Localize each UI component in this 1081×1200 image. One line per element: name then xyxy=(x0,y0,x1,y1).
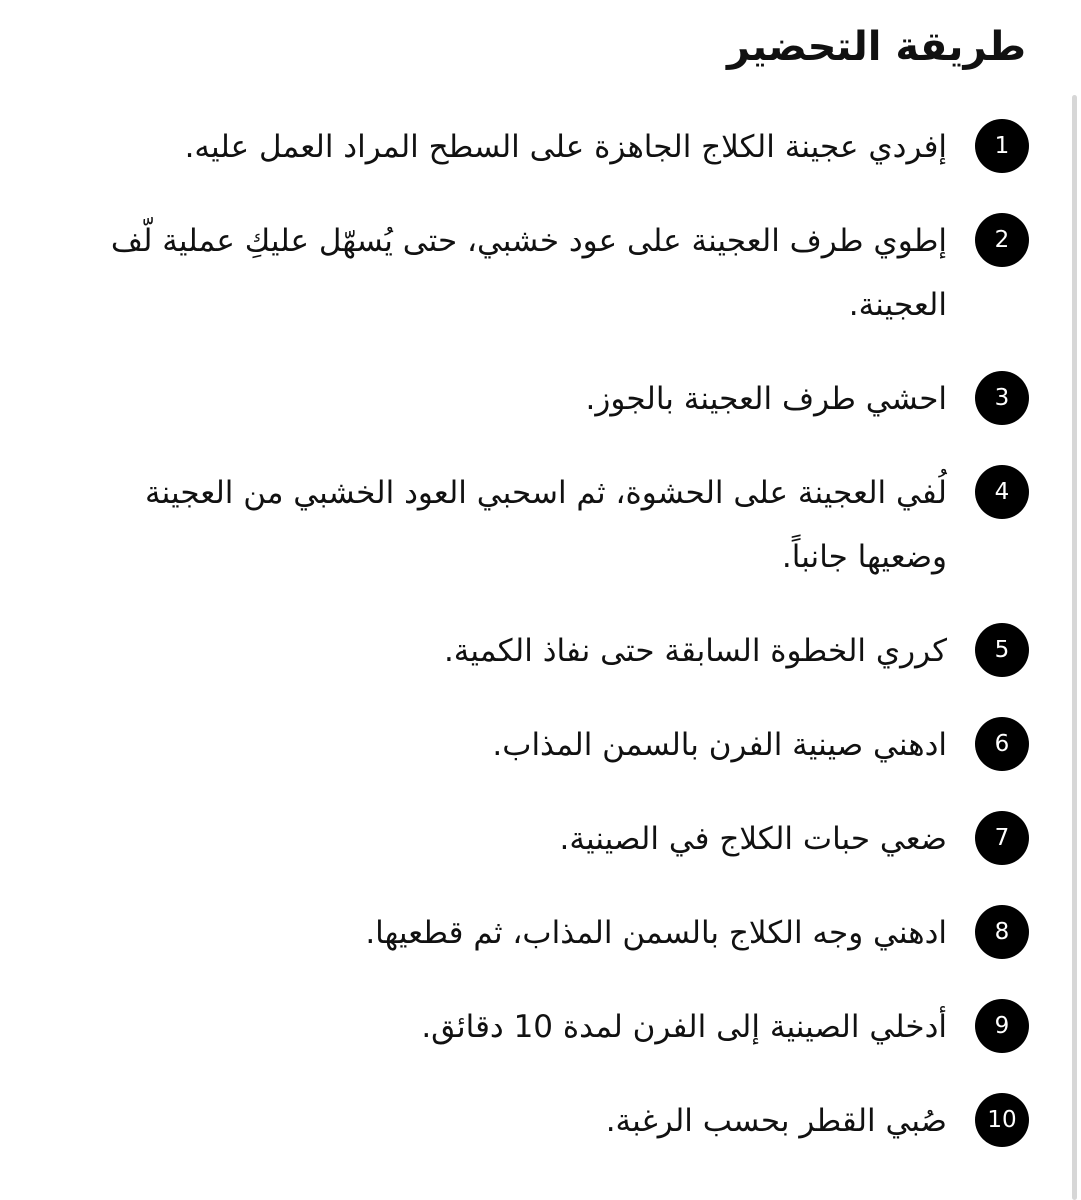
step-number-badge: 7 xyxy=(975,811,1029,865)
list-item xyxy=(49,713,1029,777)
page-title: طريقة التحضير xyxy=(726,24,1026,70)
step-text: ادهني صينية الفرن بالسمن المذاب. xyxy=(492,727,947,763)
step-text: كرري الخطوة السابقة حتى نفاذ الكمية. xyxy=(443,633,947,669)
step-text: احشي طرف العجينة بالجوز. xyxy=(585,381,947,417)
list-item xyxy=(49,1089,1029,1153)
step-number-badge: 10 xyxy=(975,1093,1029,1147)
step-text: إطوي طرف العجينة على عود خشبي، حتى يُسهّل عليكِ عملية لّف العجينة. xyxy=(110,223,947,323)
list-item xyxy=(49,995,1029,1059)
step-number-badge: 9 xyxy=(975,999,1029,1053)
step-text: ضعي حبات الكلاج في الصينية. xyxy=(559,821,947,857)
step-text: لُفي العجينة على الحشوة، ثم اسحبي العود الخشبي من العجينة وضعيها جانباً. xyxy=(145,475,947,575)
scrollbar[interactable] xyxy=(1072,95,1077,1200)
step-number-badge: 4 xyxy=(975,465,1029,519)
step-number-badge: 1 xyxy=(975,119,1029,173)
list-item xyxy=(49,901,1029,965)
step-number-badge: 3 xyxy=(975,371,1029,425)
step-text: إفردي عجينة الكلاج الجاهزة على السطح المراد العمل عليه. xyxy=(184,129,947,165)
list-item xyxy=(49,115,1029,179)
step-text: ادهني وجه الكلاج بالسمن المذاب، ثم قطعيها. xyxy=(365,915,947,951)
list-item xyxy=(49,209,1029,337)
step-text: صُبي القطر بحسب الرغبة. xyxy=(605,1103,947,1139)
steps-list xyxy=(49,115,1029,1183)
list-item xyxy=(49,619,1029,683)
list-item xyxy=(49,367,1029,431)
step-number-badge: 6 xyxy=(975,717,1029,771)
step-number-badge: 2 xyxy=(975,213,1029,267)
list-item xyxy=(49,807,1029,871)
step-number-badge: 5 xyxy=(975,623,1029,677)
list-item xyxy=(49,461,1029,589)
step-number-badge: 8 xyxy=(975,905,1029,959)
step-text: أدخلي الصينية إلى الفرن لمدة 10 دقائق. xyxy=(421,1009,947,1045)
